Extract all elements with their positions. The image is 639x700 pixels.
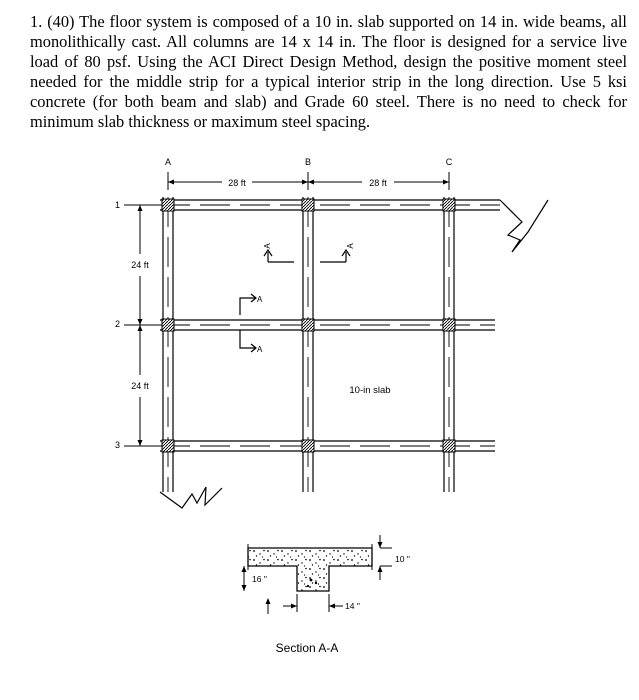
- grid-label-1: 1: [114, 200, 120, 210]
- span-dimension-top: [168, 172, 449, 190]
- beam-depth-label: 16 ": [252, 574, 267, 584]
- cut-label-right: A: [346, 243, 355, 249]
- grid-label-2: 2: [114, 319, 120, 329]
- span-12-label: 24 ft: [131, 260, 149, 270]
- span-dimension-left: [124, 205, 160, 446]
- slab-thickness-label: 10 ": [395, 554, 410, 564]
- grid-label-c: C: [445, 157, 453, 167]
- slab-label: 10-in slab: [349, 385, 391, 396]
- section-title: Section A-A: [275, 641, 339, 655]
- span-ab-label: 28 ft: [228, 178, 246, 188]
- span-23-label: 24 ft: [131, 381, 149, 391]
- cut-label-left: A: [263, 243, 272, 249]
- grid-label-a: A: [164, 157, 172, 167]
- grid-label-b: B: [304, 157, 312, 167]
- grid-label-3: 3: [114, 440, 120, 450]
- span-bc-label: 28 ft: [369, 178, 387, 188]
- problem-statement: 1. (40) The floor system is composed of a 10 in. slab supported on 14 in. wide beams, all monolithically cast. All columns are 14 x 14 in. The floor is designed for a service live load of 80 psf. Using the ACI Direct Design Method, design the positive moment steel needed for the middle strip for a typical interior strip in the long direction. Use 5 ksi concrete (for both beam and slab) and Grade 60 steel. There is no need to check for minimum slab thickness or maximum steel spacing.: [30, 12, 627, 131]
- beam-width-label: 14 ": [345, 601, 360, 611]
- cut-label-upper: A: [257, 295, 263, 304]
- cut-label-lower: A: [257, 345, 263, 354]
- columns: [162, 199, 455, 452]
